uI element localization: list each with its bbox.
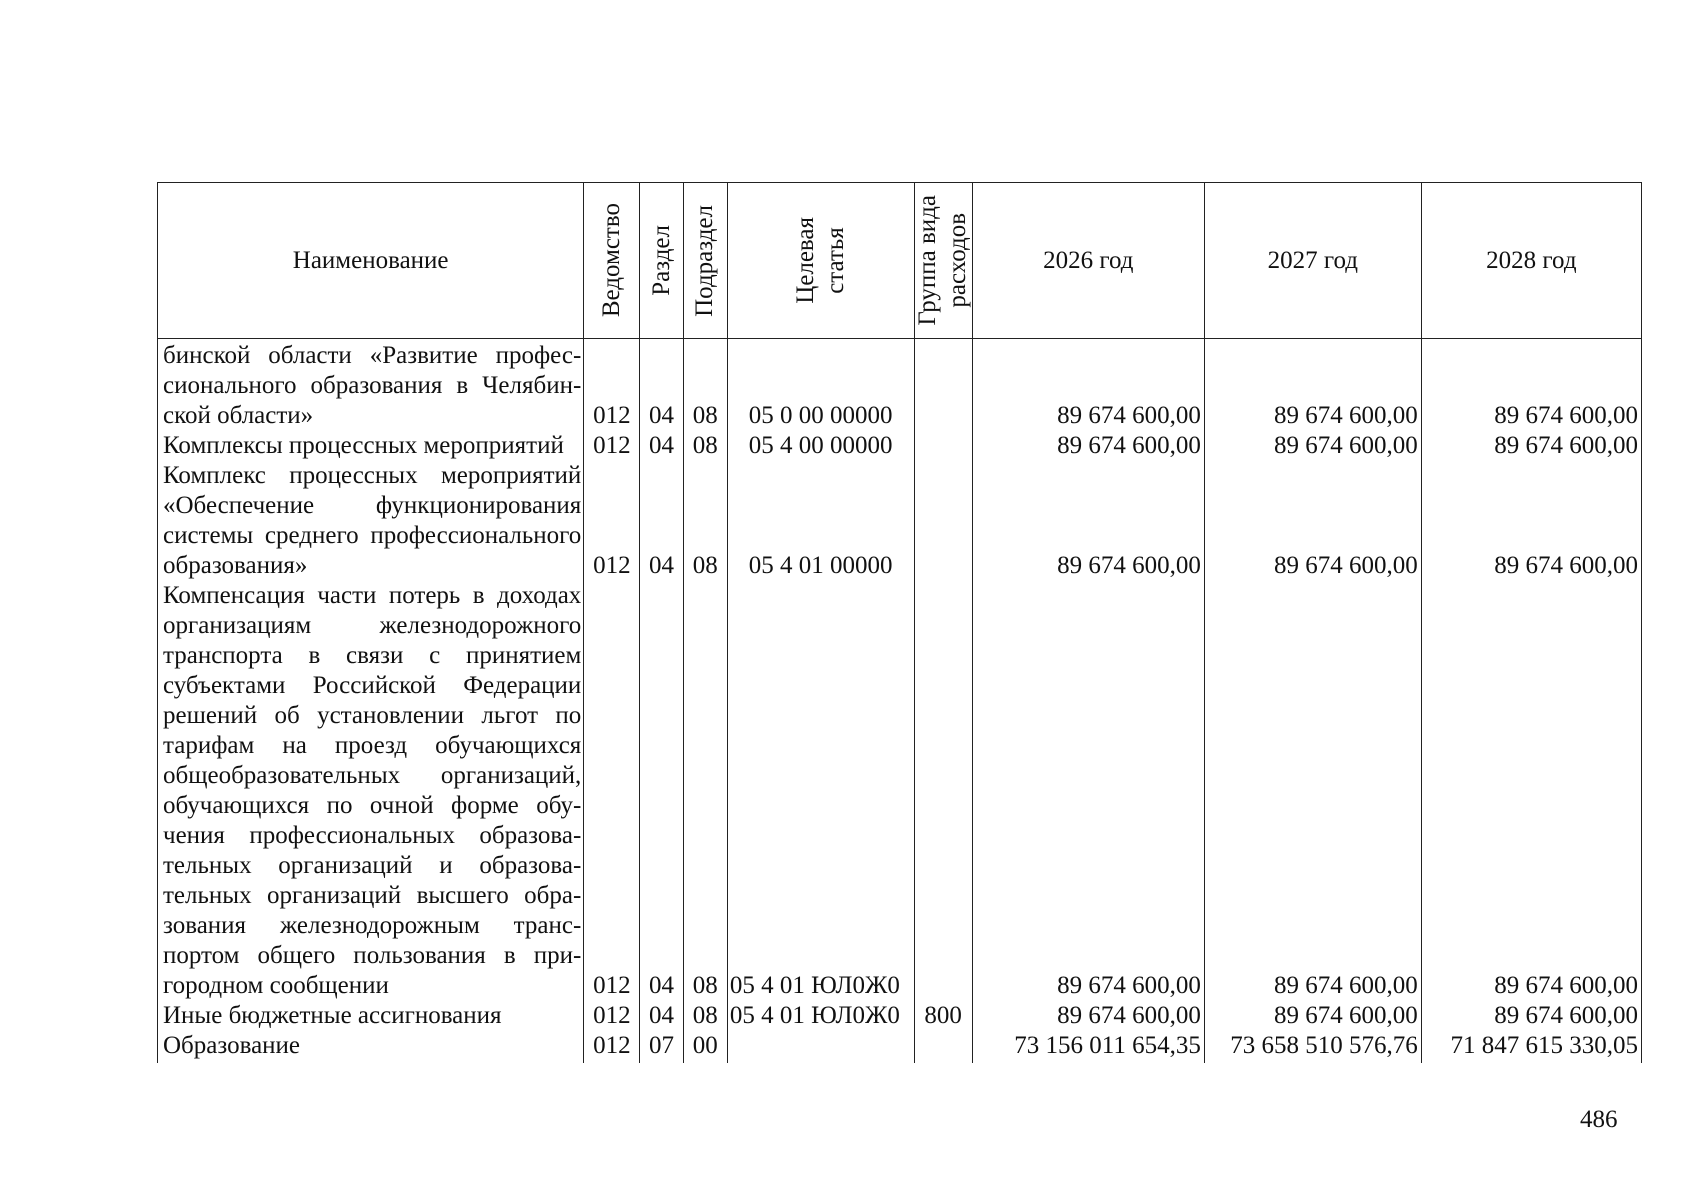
row-2027: 89 674 600,00 <box>1204 461 1421 581</box>
header-2028: 2028 год <box>1421 183 1641 339</box>
row-target: 05 4 01 ЮЛ0Ж0 <box>727 1001 914 1031</box>
header-group-label: Группа вида расходов <box>914 195 972 326</box>
row-podrazdel: 08 <box>683 461 727 581</box>
row-2026: 89 674 600,00 <box>972 1001 1204 1031</box>
row-2026: 73 156 011 654,35 <box>972 1031 1204 1063</box>
row-podrazdel: 00 <box>683 1031 727 1063</box>
row-2027: 89 674 600,00 <box>1204 1001 1421 1031</box>
row-2028: 89 674 600,00 <box>1421 461 1641 581</box>
row-2028: 71 847 615 330,05 <box>1421 1031 1641 1063</box>
header-target <box>727 183 914 339</box>
row-podrazdel: 08 <box>683 1001 727 1031</box>
row-2028: 89 674 600,00 <box>1421 339 1641 432</box>
row-name: Комплексы процессных мероприятий <box>158 431 584 461</box>
table-row <box>158 1001 1642 1031</box>
row-razdel: 04 <box>640 1001 683 1031</box>
header-razdel <box>640 183 683 339</box>
row-target: 05 4 00 00000 <box>727 431 914 461</box>
row-name: бинской области «Развитие профессионального образования в Челябинской области» <box>158 339 584 432</box>
row-group: 800 <box>914 1001 972 1031</box>
row-target: 05 4 01 00000 <box>727 461 914 581</box>
row-razdel: 04 <box>640 461 683 581</box>
row-2027: 73 658 510 576,76 <box>1204 1031 1421 1063</box>
table-row <box>158 339 1642 432</box>
row-vedomstvo: 012 <box>584 1001 640 1031</box>
header-target-label: Целевая статья <box>791 217 849 304</box>
header-vedomstvo <box>584 183 640 339</box>
table-row <box>158 461 1642 581</box>
row-razdel: 07 <box>640 1031 683 1063</box>
row-name: Комплекс процессных мероприятий «Обеспечение функционирования системы среднего профессионального образования» <box>158 461 584 581</box>
row-podrazdel: 08 <box>683 581 727 1001</box>
row-group <box>914 339 972 432</box>
row-target: 05 4 01 ЮЛ0Ж0 <box>727 581 914 1001</box>
row-vedomstvo: 012 <box>584 1031 640 1063</box>
row-2028: 89 674 600,00 <box>1421 431 1641 461</box>
header-name: Наименование <box>158 183 584 339</box>
row-target: 05 0 00 00000 <box>727 339 914 432</box>
header-group <box>914 183 972 339</box>
row-group <box>914 461 972 581</box>
row-podrazdel: 08 <box>683 339 727 432</box>
row-2026: 89 674 600,00 <box>972 431 1204 461</box>
row-2028: 89 674 600,00 <box>1421 581 1641 1001</box>
header-podrazdel <box>683 183 727 339</box>
header-2027: 2027 год <box>1204 183 1421 339</box>
row-vedomstvo: 012 <box>584 431 640 461</box>
row-vedomstvo: 012 <box>584 581 640 1001</box>
row-2026: 89 674 600,00 <box>972 339 1204 432</box>
page-number: 486 <box>1580 1106 1618 1133</box>
table-row <box>158 581 1642 1001</box>
row-group <box>914 431 972 461</box>
row-target <box>727 1031 914 1063</box>
row-podrazdel: 08 <box>683 431 727 461</box>
row-2027: 89 674 600,00 <box>1204 431 1421 461</box>
header-podrazdel-label: Подраздел <box>691 204 719 317</box>
row-group <box>914 1031 972 1063</box>
row-2027: 89 674 600,00 <box>1204 581 1421 1001</box>
table-header-row <box>158 183 1642 339</box>
row-vedomstvo: 012 <box>584 461 640 581</box>
header-razdel-label: Раздел <box>647 225 675 296</box>
row-2026: 89 674 600,00 <box>972 461 1204 581</box>
row-2028: 89 674 600,00 <box>1421 1001 1641 1031</box>
header-vedomstvo-label: Ведомство <box>597 203 625 318</box>
row-vedomstvo: 012 <box>584 339 640 432</box>
row-name: Иные бюджетные ассигнования <box>158 1001 584 1031</box>
header-2026: 2026 год <box>972 183 1204 339</box>
row-razdel: 04 <box>640 581 683 1001</box>
row-2027: 89 674 600,00 <box>1204 339 1421 432</box>
table-row <box>158 1031 1642 1063</box>
table-row <box>158 431 1642 461</box>
row-group <box>914 581 972 1001</box>
row-razdel: 04 <box>640 339 683 432</box>
budget-table <box>157 182 1642 1063</box>
row-name: Компенсация части потерь в доходах организациям железнодорожного транспорта в связи с принятием субъектами Российской Федерации решений об установлении льгот по тарифам на проезд обучающихся общеобразовательных организаций, обучающихся по очной форме обучения профессиональных образовательных организаций и образовательных организаций высшего образования железнодорожным транспортом общего пользования в пригородном сообщении <box>158 581 584 1001</box>
row-2026: 89 674 600,00 <box>972 581 1204 1001</box>
row-name: Образование <box>158 1031 584 1063</box>
row-razdel: 04 <box>640 431 683 461</box>
